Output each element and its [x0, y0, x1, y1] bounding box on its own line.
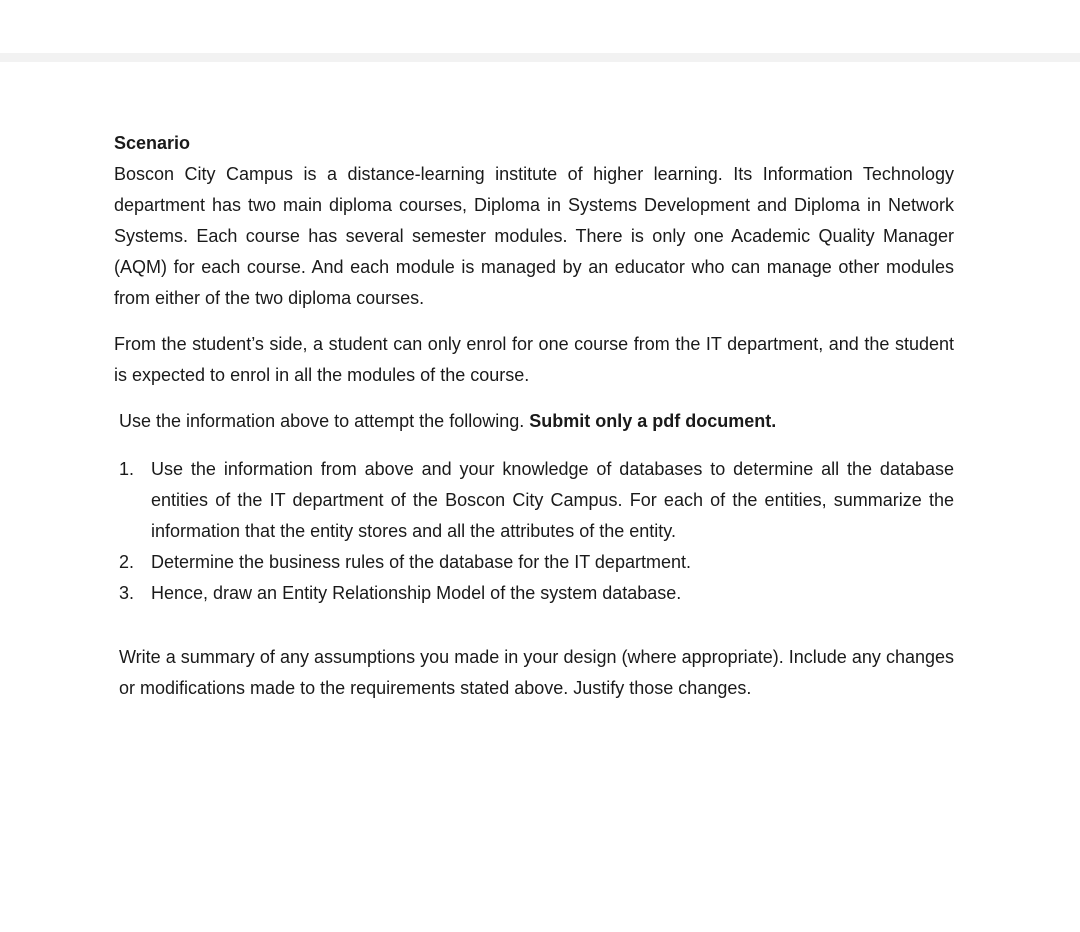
section-heading: Scenario — [114, 133, 191, 153]
instruction-line — [114, 406, 954, 437]
list-item-text: Hence, draw an Entity Relationship Model of the system database. — [151, 583, 682, 603]
top-divider-band — [0, 53, 1080, 62]
instruction-bold: Submit only a pdf document. — [529, 411, 777, 431]
list-item-number: 3. — [119, 583, 135, 603]
list-item-number: 1. — [119, 459, 135, 479]
document-body — [114, 128, 954, 704]
list-item — [119, 578, 954, 609]
list-item-text: Use the information from above and your knowledge of databases to determine all the database entities of the IT department of the Boscon City Campus. For each of the entities, summarize the information that the entity stores and all the attributes of the entity. — [151, 459, 954, 541]
list-item — [119, 547, 954, 578]
student-paragraph: From the student’s side, a student can only enrol for one course from the IT department, and the student is expected to enrol in all the modules of the course. — [114, 334, 954, 385]
task-list — [114, 454, 954, 609]
scenario-paragraph: Boscon City Campus is a distance-learning institute of higher learning. Its Information Technology department has two main diploma courses, Diploma in Systems Development and Diploma in Network Systems. Each course has several semester modules. There is only one Academic Quality Manager (AQM) for each course. And each module is managed by an educator who can manage other modules from either of the two diploma courses. — [114, 164, 954, 308]
list-item-text: Determine the business rules of the database for the IT department. — [151, 552, 691, 572]
list-item-number: 2. — [119, 552, 135, 572]
instruction-text: Use the information above to attempt the following. — [119, 411, 530, 431]
summary-paragraph: Write a summary of any assumptions you made in your design (where appropriate). Include any changes or modifications made to the requirements stated above. Justify those changes. — [119, 647, 954, 698]
list-item — [119, 454, 954, 547]
